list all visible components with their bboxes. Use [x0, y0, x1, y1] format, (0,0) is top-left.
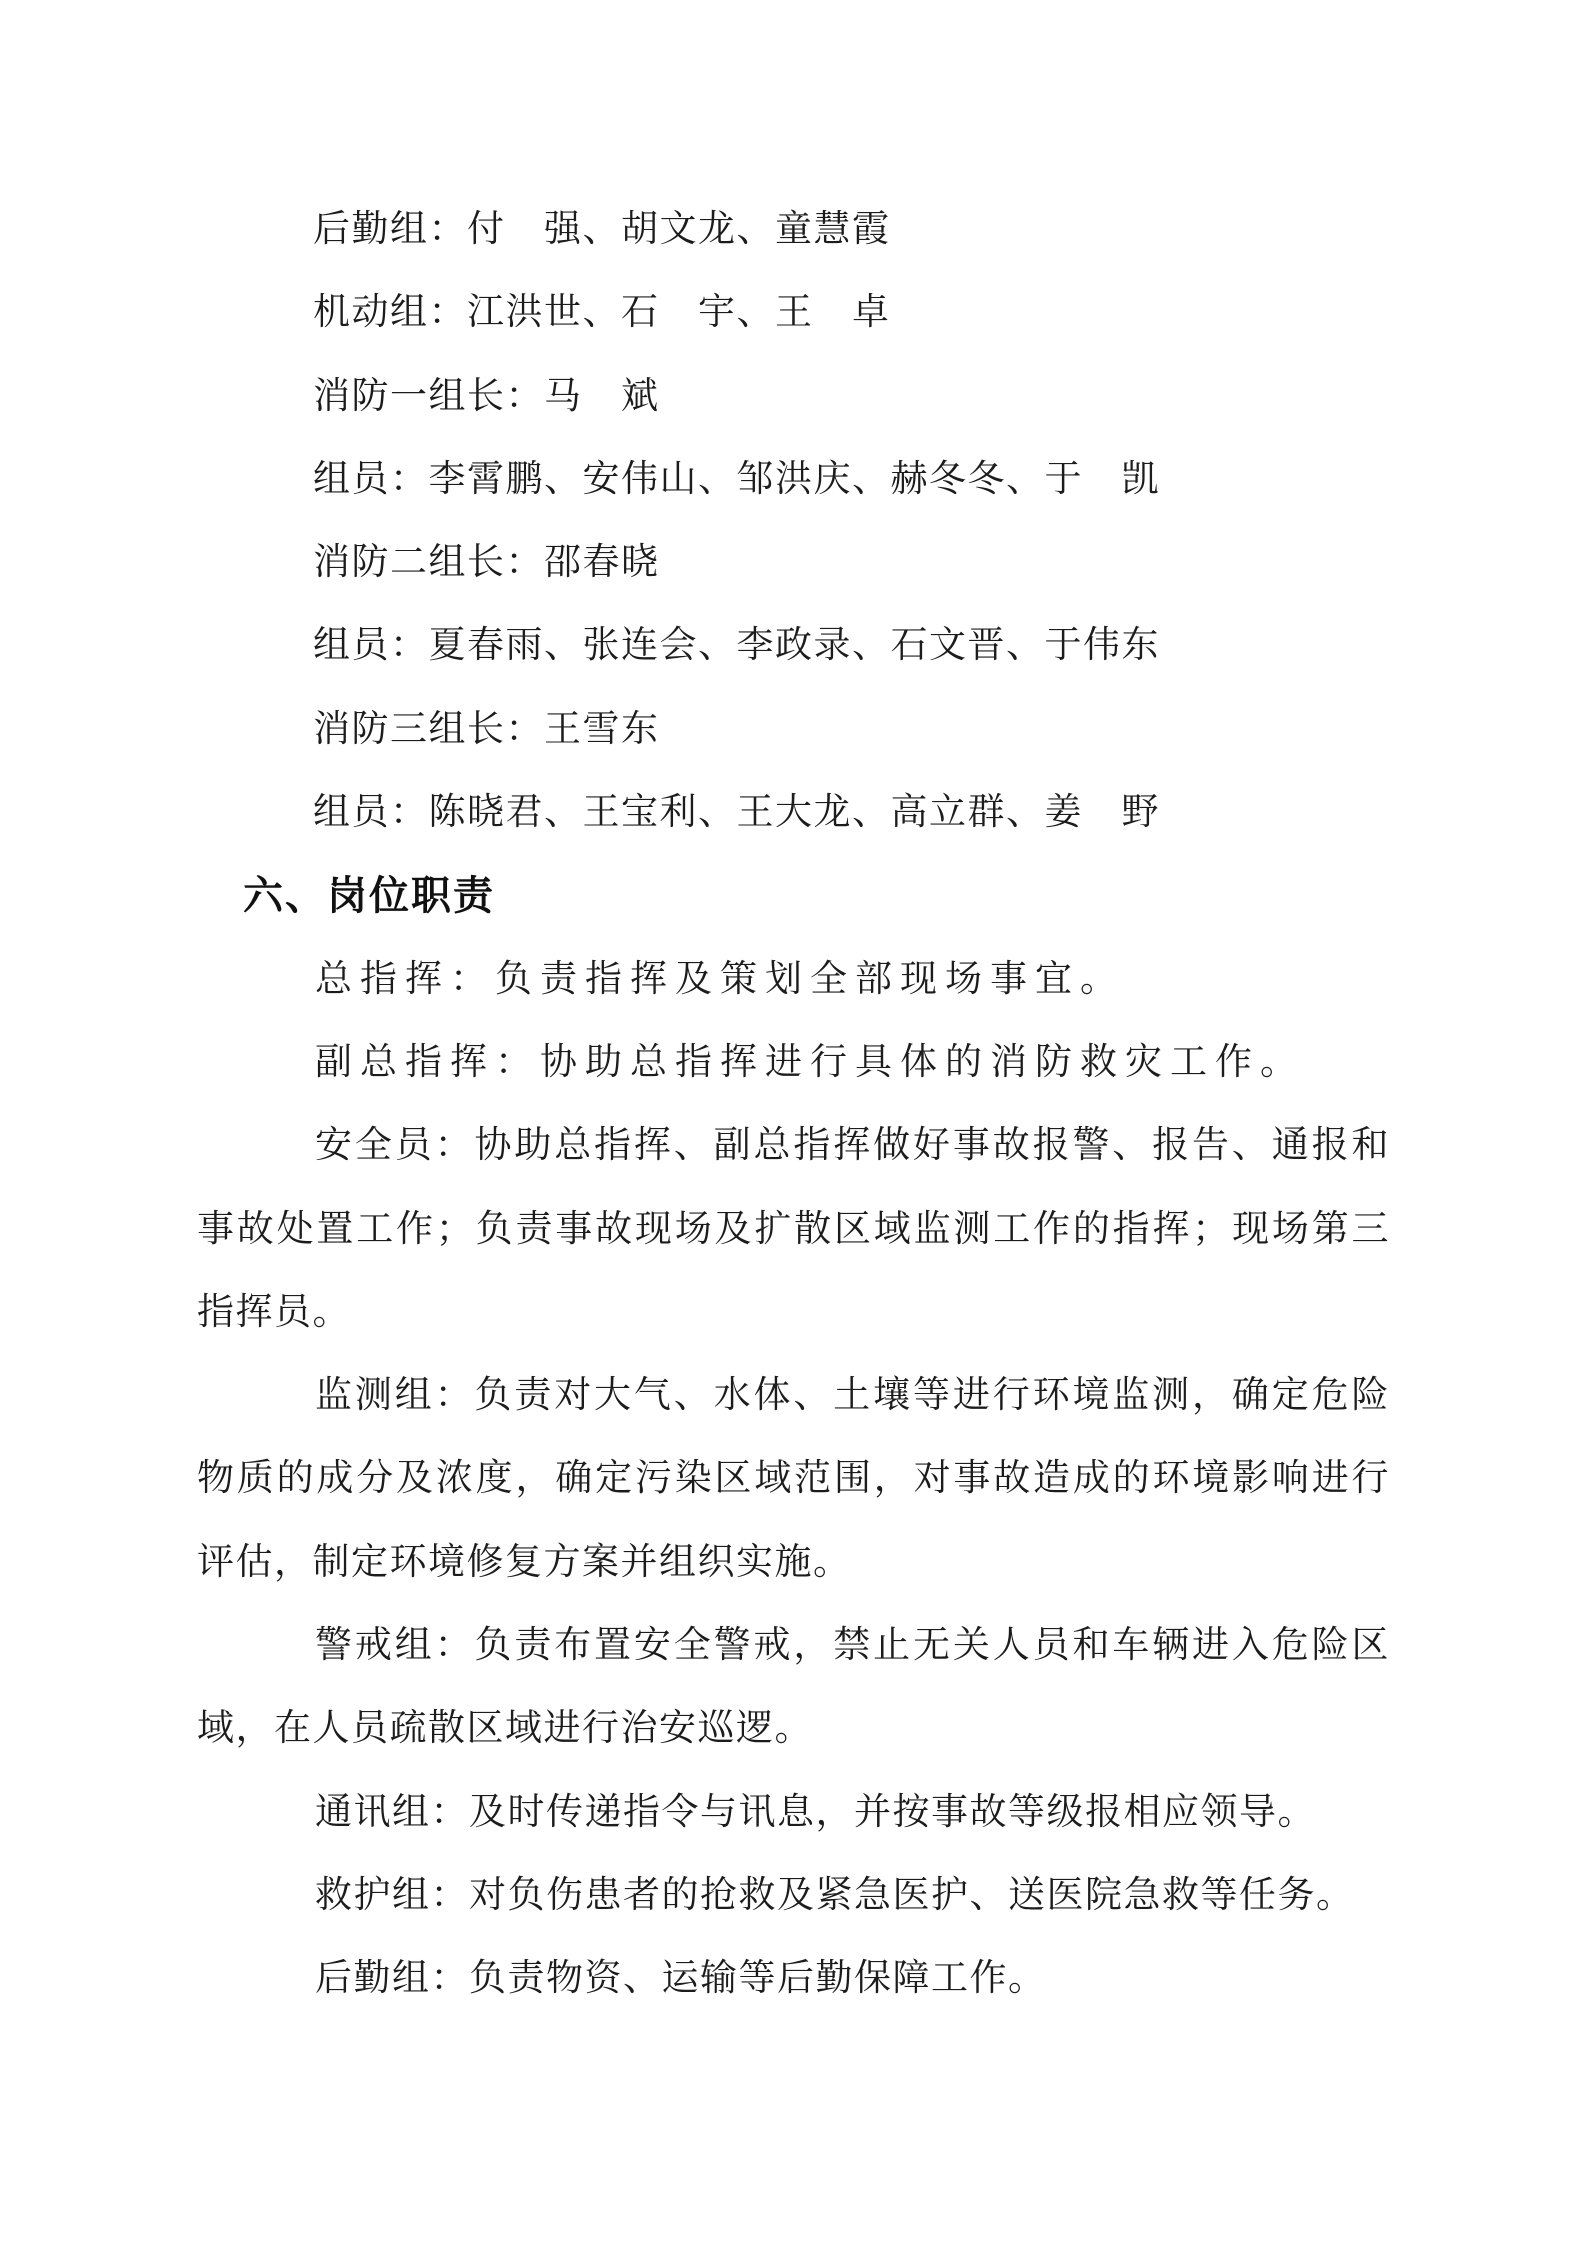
- roster-line-fire-team1-leader: 消防一组长：马 斌: [313, 375, 660, 417]
- duty-paragraph-safety-officer: 安全员：协助总指挥、副总指挥做好事故报警、报告、通报和事故处置工作；负责事故现场及扩散区域监测工作的指挥；现场第三指挥员。: [197, 1125, 1390, 1333]
- document-content: [197, 188, 1390, 2021]
- section-heading-job-duties: 六、岗位职责: [243, 873, 495, 919]
- job-duties-section: [197, 938, 1390, 2021]
- roster-line-fire-team1-members: 组员：李霄鹏、安伟山、邹洪庆、赫冬冬、于 凯: [313, 458, 1160, 500]
- duty-paragraph-monitoring-group: 监测组：负责对大气、水体、土壤等进行环境监测，确定危险物质的成分及浓度，确定污染区域范围，对事故造成的环境影响进行评估，制定环境修复方案并组织实施。: [197, 1375, 1390, 1583]
- roster-line-mobile-group: 机动组：江洪世、石 宇、王 卓: [313, 292, 891, 334]
- duty-paragraph-chief-commander: 总指挥：负责指挥及策划全部现场事宜。: [315, 958, 1125, 1000]
- duty-paragraph-rescue-group: 救护组：对负伤患者的抢救及紧急医护、送医院急救等任务。: [315, 1874, 1355, 1916]
- roster-line-fire-team2-members: 组员：夏春雨、张连会、李政录、石文晋、于伟东: [313, 625, 1160, 667]
- duty-paragraph-deputy-commander: 副总指挥：协助总指挥进行具体的消防救灾工作。: [315, 1041, 1305, 1083]
- duty-paragraph-logistics-group: 后勤组：负责物资、运输等后勤保障工作。: [315, 1958, 1047, 2000]
- roster-line-fire-team2-leader: 消防二组长：邵春晓: [313, 542, 660, 584]
- duty-paragraph-communication-group: 通讯组：及时传递指令与讯息，并按事故等级报相应领导。: [315, 1791, 1316, 1833]
- roster-line-logistics-group: 后勤组：付 强、胡文龙、童慧霞: [313, 209, 891, 250]
- duty-paragraph-cordon-group: 警戒组：负责布置安全警戒，禁止无关人员和车辆进入危险区域，在人员疏散区域进行治安巡逻。: [197, 1625, 1390, 1750]
- emergency-team-roster-section: [197, 188, 1390, 854]
- roster-line-fire-team3-members: 组员：陈晓君、王宝利、王大龙、高立群、姜 野: [313, 792, 1160, 834]
- roster-line-fire-team3-leader: 消防三组长：王雪东: [313, 708, 660, 750]
